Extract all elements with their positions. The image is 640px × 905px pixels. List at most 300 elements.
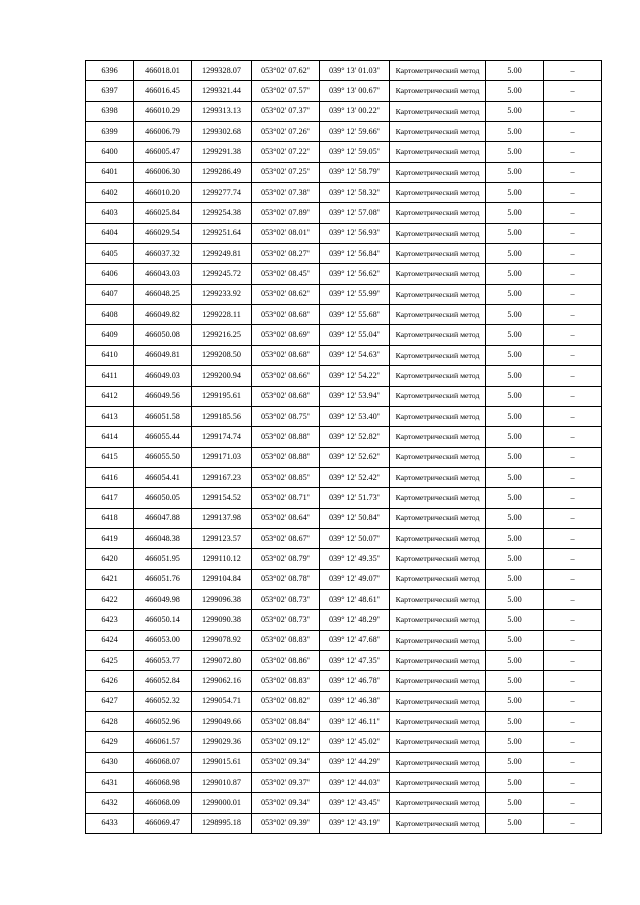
x-coordinate-cell: 466049.03 <box>134 366 192 386</box>
accuracy-cell: 5.00 <box>486 610 544 630</box>
y-coordinate-cell: 1299313.13 <box>192 101 252 121</box>
y-coordinate-cell: 1299254.38 <box>192 203 252 223</box>
accuracy-cell: 5.00 <box>486 630 544 650</box>
table-row <box>86 671 602 691</box>
method-cell: Картометрический метод <box>390 81 486 101</box>
longitude-cell: 039° 12' 50.84" <box>320 508 390 528</box>
point-number-cell: 6407 <box>86 284 134 304</box>
y-coordinate-cell: 1299090.38 <box>192 610 252 630</box>
point-number-cell: 6419 <box>86 528 134 548</box>
method-cell: Картометрический метод <box>390 528 486 548</box>
table-row <box>86 284 602 304</box>
longitude-cell: 039° 12' 53.40" <box>320 406 390 426</box>
x-coordinate-cell: 466037.32 <box>134 244 192 264</box>
longitude-cell: 039° 12' 55.99" <box>320 284 390 304</box>
latitude-cell: 053°02' 08.84" <box>252 712 320 732</box>
x-coordinate-cell: 466005.47 <box>134 142 192 162</box>
y-coordinate-cell: 1299174.74 <box>192 427 252 447</box>
longitude-cell: 039° 12' 58.79" <box>320 162 390 182</box>
table-row <box>86 264 602 284</box>
longitude-cell: 039° 12' 52.82" <box>320 427 390 447</box>
accuracy-cell: 5.00 <box>486 671 544 691</box>
y-coordinate-cell: 1299054.71 <box>192 691 252 711</box>
latitude-cell: 053°02' 08.79" <box>252 549 320 569</box>
table-row <box>86 630 602 650</box>
accuracy-cell: 5.00 <box>486 488 544 508</box>
latitude-cell: 053°02' 08.88" <box>252 447 320 467</box>
method-cell: Картометрический метод <box>390 244 486 264</box>
table-row <box>86 122 602 142</box>
accuracy-cell: 5.00 <box>486 122 544 142</box>
longitude-cell: 039° 12' 56.93" <box>320 223 390 243</box>
latitude-cell: 053°02' 07.25" <box>252 162 320 182</box>
method-cell: Картометрический метод <box>390 732 486 752</box>
method-cell: Картометрический метод <box>390 691 486 711</box>
note-cell: – <box>544 366 602 386</box>
x-coordinate-cell: 466029.54 <box>134 223 192 243</box>
point-number-cell: 6401 <box>86 162 134 182</box>
note-cell: – <box>544 386 602 406</box>
point-number-cell: 6404 <box>86 223 134 243</box>
method-cell: Картометрический метод <box>390 427 486 447</box>
longitude-cell: 039° 12' 46.11" <box>320 712 390 732</box>
accuracy-cell: 5.00 <box>486 345 544 365</box>
point-number-cell: 6408 <box>86 305 134 325</box>
method-cell: Картометрический метод <box>390 366 486 386</box>
note-cell: – <box>544 691 602 711</box>
point-number-cell: 6425 <box>86 650 134 670</box>
latitude-cell: 053°02' 08.62" <box>252 284 320 304</box>
y-coordinate-cell: 1299137.98 <box>192 508 252 528</box>
longitude-cell: 039° 12' 56.84" <box>320 244 390 264</box>
method-cell: Картометрический метод <box>390 183 486 203</box>
coordinates-table-body <box>86 61 602 834</box>
accuracy-cell: 5.00 <box>486 284 544 304</box>
method-cell: Картометрический метод <box>390 467 486 487</box>
table-row <box>86 345 602 365</box>
method-cell: Картометрический метод <box>390 793 486 813</box>
point-number-cell: 6416 <box>86 467 134 487</box>
method-cell: Картометрический метод <box>390 101 486 121</box>
y-coordinate-cell: 1299286.49 <box>192 162 252 182</box>
y-coordinate-cell: 1299104.84 <box>192 569 252 589</box>
longitude-cell: 039° 13' 01.03" <box>320 61 390 81</box>
y-coordinate-cell: 1299110.12 <box>192 549 252 569</box>
accuracy-cell: 5.00 <box>486 183 544 203</box>
note-cell: – <box>544 406 602 426</box>
latitude-cell: 053°02' 08.68" <box>252 345 320 365</box>
x-coordinate-cell: 466016.45 <box>134 81 192 101</box>
longitude-cell: 039° 12' 53.94" <box>320 386 390 406</box>
method-cell: Картометрический метод <box>390 569 486 589</box>
x-coordinate-cell: 466051.95 <box>134 549 192 569</box>
method-cell: Картометрический метод <box>390 447 486 467</box>
note-cell: – <box>544 101 602 121</box>
y-coordinate-cell: 1299167.23 <box>192 467 252 487</box>
y-coordinate-cell: 1299216.25 <box>192 325 252 345</box>
note-cell: – <box>544 305 602 325</box>
x-coordinate-cell: 466049.56 <box>134 386 192 406</box>
accuracy-cell: 5.00 <box>486 162 544 182</box>
y-coordinate-cell: 1299171.03 <box>192 447 252 467</box>
y-coordinate-cell: 1299072.80 <box>192 650 252 670</box>
y-coordinate-cell: 1299245.72 <box>192 264 252 284</box>
note-cell: – <box>544 81 602 101</box>
note-cell: – <box>544 284 602 304</box>
x-coordinate-cell: 466049.98 <box>134 589 192 609</box>
point-number-cell: 6396 <box>86 61 134 81</box>
point-number-cell: 6420 <box>86 549 134 569</box>
method-cell: Картометрический метод <box>390 284 486 304</box>
latitude-cell: 053°02' 07.22" <box>252 142 320 162</box>
point-number-cell: 6417 <box>86 488 134 508</box>
accuracy-cell: 5.00 <box>486 569 544 589</box>
point-number-cell: 6430 <box>86 752 134 772</box>
point-number-cell: 6411 <box>86 366 134 386</box>
latitude-cell: 053°02' 08.45" <box>252 264 320 284</box>
method-cell: Картометрический метод <box>390 813 486 833</box>
latitude-cell: 053°02' 07.57" <box>252 81 320 101</box>
note-cell: – <box>544 589 602 609</box>
note-cell: – <box>544 650 602 670</box>
x-coordinate-cell: 466049.82 <box>134 305 192 325</box>
y-coordinate-cell: 1299154.52 <box>192 488 252 508</box>
method-cell: Картометрический метод <box>390 142 486 162</box>
accuracy-cell: 5.00 <box>486 752 544 772</box>
longitude-cell: 039° 12' 48.29" <box>320 610 390 630</box>
accuracy-cell: 5.00 <box>486 203 544 223</box>
point-number-cell: 6423 <box>86 610 134 630</box>
point-number-cell: 6410 <box>86 345 134 365</box>
method-cell: Картометрический метод <box>390 610 486 630</box>
x-coordinate-cell: 466049.81 <box>134 345 192 365</box>
longitude-cell: 039° 12' 55.68" <box>320 305 390 325</box>
note-cell: – <box>544 488 602 508</box>
y-coordinate-cell: 1299200.94 <box>192 366 252 386</box>
latitude-cell: 053°02' 08.85" <box>252 467 320 487</box>
latitude-cell: 053°02' 09.34" <box>252 793 320 813</box>
point-number-cell: 6413 <box>86 406 134 426</box>
method-cell: Картометрический метод <box>390 61 486 81</box>
longitude-cell: 039° 12' 43.19" <box>320 813 390 833</box>
method-cell: Картометрический метод <box>390 630 486 650</box>
accuracy-cell: 5.00 <box>486 650 544 670</box>
accuracy-cell: 5.00 <box>486 508 544 528</box>
method-cell: Картометрический метод <box>390 386 486 406</box>
y-coordinate-cell: 1299062.16 <box>192 671 252 691</box>
accuracy-cell: 5.00 <box>486 264 544 284</box>
note-cell: – <box>544 671 602 691</box>
note-cell: – <box>544 813 602 833</box>
table-row <box>86 549 602 569</box>
point-number-cell: 6412 <box>86 386 134 406</box>
longitude-cell: 039° 12' 59.05" <box>320 142 390 162</box>
longitude-cell: 039° 12' 50.07" <box>320 528 390 548</box>
latitude-cell: 053°02' 08.01" <box>252 223 320 243</box>
table-row <box>86 610 602 630</box>
table-row <box>86 528 602 548</box>
table-row <box>86 447 602 467</box>
x-coordinate-cell: 466055.44 <box>134 427 192 447</box>
latitude-cell: 053°02' 09.39" <box>252 813 320 833</box>
y-coordinate-cell: 1299321.44 <box>192 81 252 101</box>
longitude-cell: 039° 12' 52.42" <box>320 467 390 487</box>
latitude-cell: 053°02' 07.62" <box>252 61 320 81</box>
x-coordinate-cell: 466006.30 <box>134 162 192 182</box>
latitude-cell: 053°02' 07.89" <box>252 203 320 223</box>
y-coordinate-cell: 1299123.57 <box>192 528 252 548</box>
accuracy-cell: 5.00 <box>486 406 544 426</box>
method-cell: Картометрический метод <box>390 325 486 345</box>
point-number-cell: 6422 <box>86 589 134 609</box>
note-cell: – <box>544 610 602 630</box>
note-cell: – <box>544 183 602 203</box>
point-number-cell: 6432 <box>86 793 134 813</box>
method-cell: Картометрический метод <box>390 203 486 223</box>
latitude-cell: 053°02' 08.86" <box>252 650 320 670</box>
point-number-cell: 6398 <box>86 101 134 121</box>
longitude-cell: 039° 12' 54.63" <box>320 345 390 365</box>
longitude-cell: 039° 12' 48.61" <box>320 589 390 609</box>
x-coordinate-cell: 466052.32 <box>134 691 192 711</box>
longitude-cell: 039° 12' 56.62" <box>320 264 390 284</box>
point-number-cell: 6406 <box>86 264 134 284</box>
y-coordinate-cell: 1299078.92 <box>192 630 252 650</box>
table-row <box>86 773 602 793</box>
note-cell: – <box>544 447 602 467</box>
point-number-cell: 6400 <box>86 142 134 162</box>
y-coordinate-cell: 1299015.61 <box>192 752 252 772</box>
x-coordinate-cell: 466050.05 <box>134 488 192 508</box>
x-coordinate-cell: 466052.96 <box>134 712 192 732</box>
point-number-cell: 6403 <box>86 203 134 223</box>
method-cell: Картометрический метод <box>390 162 486 182</box>
longitude-cell: 039° 12' 44.29" <box>320 752 390 772</box>
x-coordinate-cell: 466052.84 <box>134 671 192 691</box>
point-number-cell: 6429 <box>86 732 134 752</box>
longitude-cell: 039° 12' 55.04" <box>320 325 390 345</box>
y-coordinate-cell: 1299010.87 <box>192 773 252 793</box>
point-number-cell: 6405 <box>86 244 134 264</box>
note-cell: – <box>544 427 602 447</box>
accuracy-cell: 5.00 <box>486 61 544 81</box>
accuracy-cell: 5.00 <box>486 813 544 833</box>
method-cell: Картометрический метод <box>390 773 486 793</box>
longitude-cell: 039° 12' 59.66" <box>320 122 390 142</box>
longitude-cell: 039° 13' 00.22" <box>320 101 390 121</box>
point-number-cell: 6431 <box>86 773 134 793</box>
latitude-cell: 053°02' 07.26" <box>252 122 320 142</box>
table-row <box>86 203 602 223</box>
table-row <box>86 569 602 589</box>
y-coordinate-cell: 1299291.38 <box>192 142 252 162</box>
x-coordinate-cell: 466010.29 <box>134 101 192 121</box>
coordinates-table <box>85 60 602 834</box>
y-coordinate-cell: 1299277.74 <box>192 183 252 203</box>
x-coordinate-cell: 466050.14 <box>134 610 192 630</box>
longitude-cell: 039° 12' 44.03" <box>320 773 390 793</box>
table-row <box>86 142 602 162</box>
table-row <box>86 467 602 487</box>
latitude-cell: 053°02' 08.64" <box>252 508 320 528</box>
accuracy-cell: 5.00 <box>486 244 544 264</box>
table-row <box>86 752 602 772</box>
latitude-cell: 053°02' 08.67" <box>252 528 320 548</box>
table-row <box>86 732 602 752</box>
x-coordinate-cell: 466048.25 <box>134 284 192 304</box>
table-row <box>86 162 602 182</box>
accuracy-cell: 5.00 <box>486 101 544 121</box>
point-number-cell: 6397 <box>86 81 134 101</box>
method-cell: Картометрический метод <box>390 671 486 691</box>
table-row <box>86 488 602 508</box>
x-coordinate-cell: 466051.76 <box>134 569 192 589</box>
latitude-cell: 053°02' 08.73" <box>252 589 320 609</box>
table-row <box>86 81 602 101</box>
latitude-cell: 053°02' 07.37" <box>252 101 320 121</box>
accuracy-cell: 5.00 <box>486 142 544 162</box>
y-coordinate-cell: 1298995.18 <box>192 813 252 833</box>
latitude-cell: 053°02' 08.68" <box>252 305 320 325</box>
method-cell: Картометрический метод <box>390 305 486 325</box>
accuracy-cell: 5.00 <box>486 549 544 569</box>
y-coordinate-cell: 1299029.36 <box>192 732 252 752</box>
x-coordinate-cell: 466047.88 <box>134 508 192 528</box>
method-cell: Картометрический метод <box>390 712 486 732</box>
accuracy-cell: 5.00 <box>486 81 544 101</box>
point-number-cell: 6418 <box>86 508 134 528</box>
latitude-cell: 053°02' 08.83" <box>252 630 320 650</box>
table-row <box>86 61 602 81</box>
note-cell: – <box>544 528 602 548</box>
table-row <box>86 325 602 345</box>
note-cell: – <box>544 122 602 142</box>
point-number-cell: 6428 <box>86 712 134 732</box>
note-cell: – <box>544 569 602 589</box>
latitude-cell: 053°02' 08.88" <box>252 427 320 447</box>
point-number-cell: 6433 <box>86 813 134 833</box>
longitude-cell: 039° 13' 00.67" <box>320 81 390 101</box>
accuracy-cell: 5.00 <box>486 305 544 325</box>
method-cell: Картометрический метод <box>390 223 486 243</box>
table-row <box>86 406 602 426</box>
method-cell: Картометрический метод <box>390 122 486 142</box>
point-number-cell: 6421 <box>86 569 134 589</box>
accuracy-cell: 5.00 <box>486 447 544 467</box>
latitude-cell: 053°02' 08.69" <box>252 325 320 345</box>
method-cell: Картометрический метод <box>390 650 486 670</box>
note-cell: – <box>544 508 602 528</box>
accuracy-cell: 5.00 <box>486 712 544 732</box>
longitude-cell: 039° 12' 58.32" <box>320 183 390 203</box>
note-cell: – <box>544 325 602 345</box>
table-row <box>86 712 602 732</box>
longitude-cell: 039° 12' 52.62" <box>320 447 390 467</box>
point-number-cell: 6427 <box>86 691 134 711</box>
y-coordinate-cell: 1299185.56 <box>192 406 252 426</box>
x-coordinate-cell: 466018.01 <box>134 61 192 81</box>
latitude-cell: 053°02' 08.83" <box>252 671 320 691</box>
latitude-cell: 053°02' 08.27" <box>252 244 320 264</box>
latitude-cell: 053°02' 07.38" <box>252 183 320 203</box>
x-coordinate-cell: 466043.03 <box>134 264 192 284</box>
x-coordinate-cell: 466055.50 <box>134 447 192 467</box>
latitude-cell: 053°02' 08.73" <box>252 610 320 630</box>
method-cell: Картометрический метод <box>390 488 486 508</box>
x-coordinate-cell: 466048.38 <box>134 528 192 548</box>
longitude-cell: 039° 12' 46.78" <box>320 671 390 691</box>
y-coordinate-cell: 1299228.11 <box>192 305 252 325</box>
table-row <box>86 427 602 447</box>
note-cell: – <box>544 467 602 487</box>
accuracy-cell: 5.00 <box>486 732 544 752</box>
x-coordinate-cell: 466068.07 <box>134 752 192 772</box>
table-row <box>86 101 602 121</box>
accuracy-cell: 5.00 <box>486 427 544 447</box>
y-coordinate-cell: 1299302.68 <box>192 122 252 142</box>
table-row <box>86 305 602 325</box>
point-number-cell: 6402 <box>86 183 134 203</box>
y-coordinate-cell: 1299000.01 <box>192 793 252 813</box>
latitude-cell: 053°02' 08.78" <box>252 569 320 589</box>
accuracy-cell: 5.00 <box>486 773 544 793</box>
x-coordinate-cell: 466061.57 <box>134 732 192 752</box>
table-row <box>86 650 602 670</box>
longitude-cell: 039° 12' 47.35" <box>320 650 390 670</box>
accuracy-cell: 5.00 <box>486 366 544 386</box>
accuracy-cell: 5.00 <box>486 589 544 609</box>
longitude-cell: 039° 12' 46.38" <box>320 691 390 711</box>
longitude-cell: 039° 12' 45.02" <box>320 732 390 752</box>
y-coordinate-cell: 1299208.50 <box>192 345 252 365</box>
point-number-cell: 6414 <box>86 427 134 447</box>
method-cell: Картометрический метод <box>390 549 486 569</box>
longitude-cell: 039° 12' 54.22" <box>320 366 390 386</box>
note-cell: – <box>544 630 602 650</box>
longitude-cell: 039° 12' 57.08" <box>320 203 390 223</box>
y-coordinate-cell: 1299096.38 <box>192 589 252 609</box>
note-cell: – <box>544 142 602 162</box>
note-cell: – <box>544 793 602 813</box>
accuracy-cell: 5.00 <box>486 386 544 406</box>
method-cell: Картометрический метод <box>390 589 486 609</box>
accuracy-cell: 5.00 <box>486 793 544 813</box>
accuracy-cell: 5.00 <box>486 223 544 243</box>
method-cell: Картометрический метод <box>390 345 486 365</box>
table-row <box>86 508 602 528</box>
note-cell: – <box>544 732 602 752</box>
x-coordinate-cell: 466006.79 <box>134 122 192 142</box>
note-cell: – <box>544 244 602 264</box>
latitude-cell: 053°02' 09.37" <box>252 773 320 793</box>
note-cell: – <box>544 773 602 793</box>
y-coordinate-cell: 1299328.07 <box>192 61 252 81</box>
y-coordinate-cell: 1299249.81 <box>192 244 252 264</box>
longitude-cell: 039° 12' 49.07" <box>320 569 390 589</box>
latitude-cell: 053°02' 08.66" <box>252 366 320 386</box>
note-cell: – <box>544 223 602 243</box>
point-number-cell: 6415 <box>86 447 134 467</box>
table-row <box>86 366 602 386</box>
x-coordinate-cell: 466054.41 <box>134 467 192 487</box>
table-row <box>86 386 602 406</box>
x-coordinate-cell: 466068.98 <box>134 773 192 793</box>
method-cell: Картометрический метод <box>390 508 486 528</box>
longitude-cell: 039° 12' 51.73" <box>320 488 390 508</box>
accuracy-cell: 5.00 <box>486 325 544 345</box>
x-coordinate-cell: 466053.00 <box>134 630 192 650</box>
note-cell: – <box>544 264 602 284</box>
